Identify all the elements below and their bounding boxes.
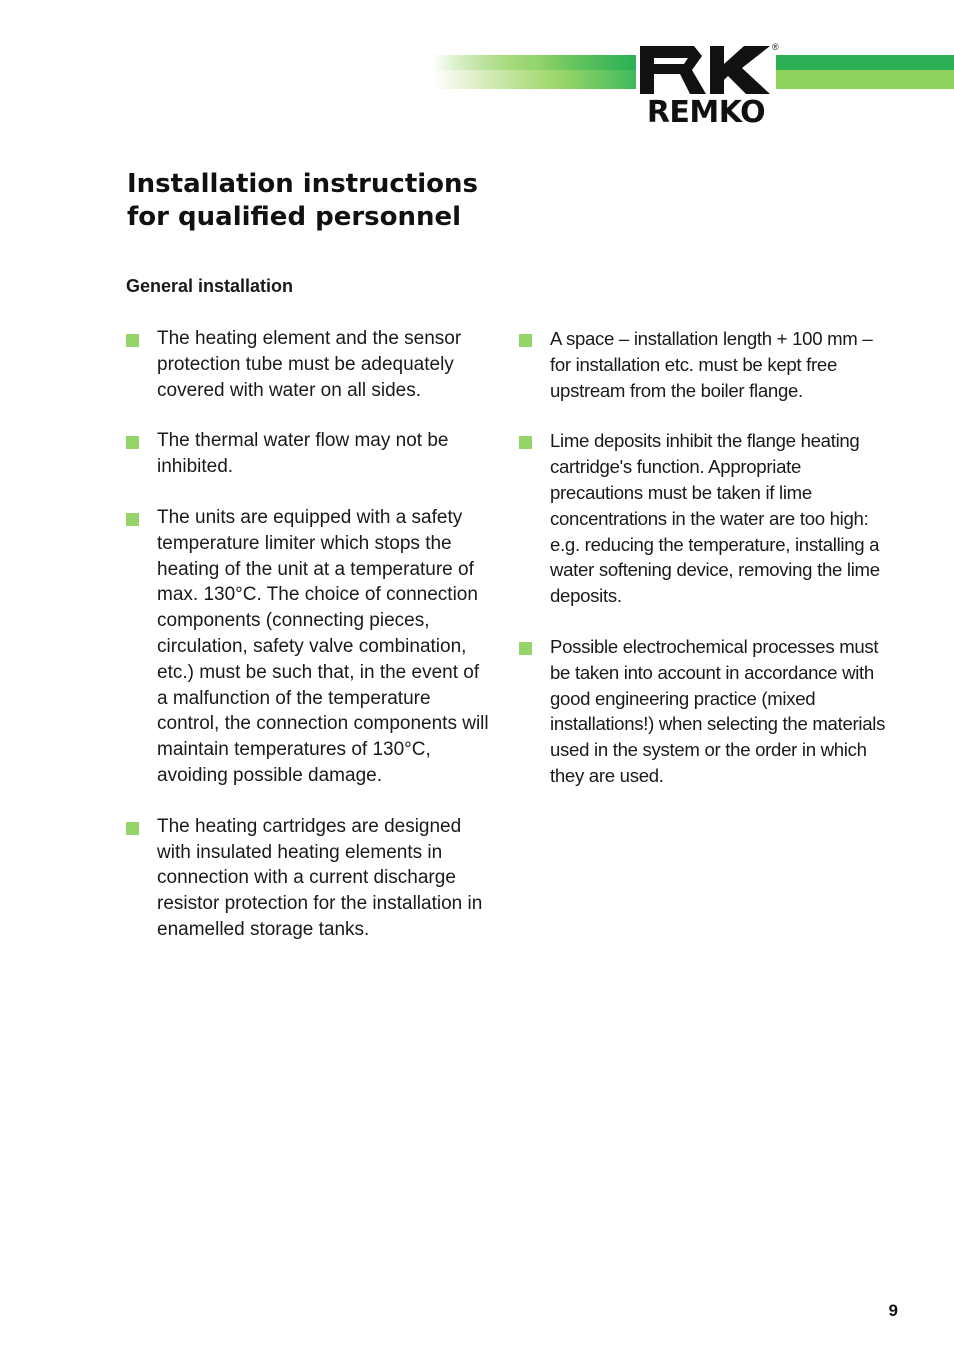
page-title (127, 168, 478, 234)
page-title-line-2: for qualified personnel (127, 202, 462, 232)
list-item (126, 326, 491, 403)
list-item (519, 326, 891, 403)
list-item (126, 505, 491, 789)
list-item (519, 428, 891, 609)
header-gradient-bar-left (432, 55, 638, 89)
square-bullet-icon (126, 513, 139, 526)
list-item (519, 634, 891, 789)
header-bar-right (770, 55, 954, 89)
left-column (126, 326, 491, 943)
square-bullet-icon (519, 642, 532, 655)
square-bullet-icon (126, 822, 139, 835)
remko-logo-mark-icon (636, 42, 776, 102)
page-title-line-1: Installation instructions (127, 169, 479, 199)
square-bullet-icon (126, 436, 139, 449)
list-item-text: The thermal water flow may not be inhibited. (157, 430, 449, 478)
square-bullet-icon (519, 334, 532, 347)
list-item-text: A space – installation length + 100 mm – for installation etc. must be kept free upstream from the boiler flange. (550, 328, 873, 401)
square-bullet-icon (519, 436, 532, 449)
square-bullet-icon (126, 334, 139, 347)
section-heading: General installation (126, 276, 294, 296)
list-item (126, 814, 491, 943)
list-item (126, 428, 491, 480)
logo-wordmark: REMKO (646, 95, 766, 130)
list-item-text: The heating cartridges are designed with insulated heating elements in connection with a current discharge resistor protection for the installation in enamelled storage tanks. (157, 815, 483, 940)
remko-logo (636, 42, 779, 130)
header-decoration (0, 0, 954, 140)
list-item-text: Lime deposits inhibit the flange heating cartridge's function. Appropriate precautions must be taken if lime concentrations in the water are too high: e.g. reducing the temperature, installing a water softening device, removing the lime deposits. (550, 430, 880, 607)
page-number: 9 (888, 1301, 898, 1320)
list-item-text: The heating element and the sensor protection tube must be adequately covered with water on all sides. (157, 328, 462, 401)
list-item-text: The units are equipped with a safety temperature limiter which stops the heating of the unit at a temperature of max. 130°C. The choice of connection components (connecting pieces, circulation, safety valve combination, etc.) must be such that, in the event of a malfunction of the temperature control, the connection components will maintain temperatures of 130°C, avoiding possible damage. (157, 506, 489, 786)
right-column (519, 326, 891, 789)
registered-mark: ® (772, 42, 779, 52)
list-item-text: Possible electrochemical processes must be taken into account in accordance with good engineering practice (mixed installations!) when selecting the materials used in the system or the order in which they are used. (550, 635, 886, 786)
